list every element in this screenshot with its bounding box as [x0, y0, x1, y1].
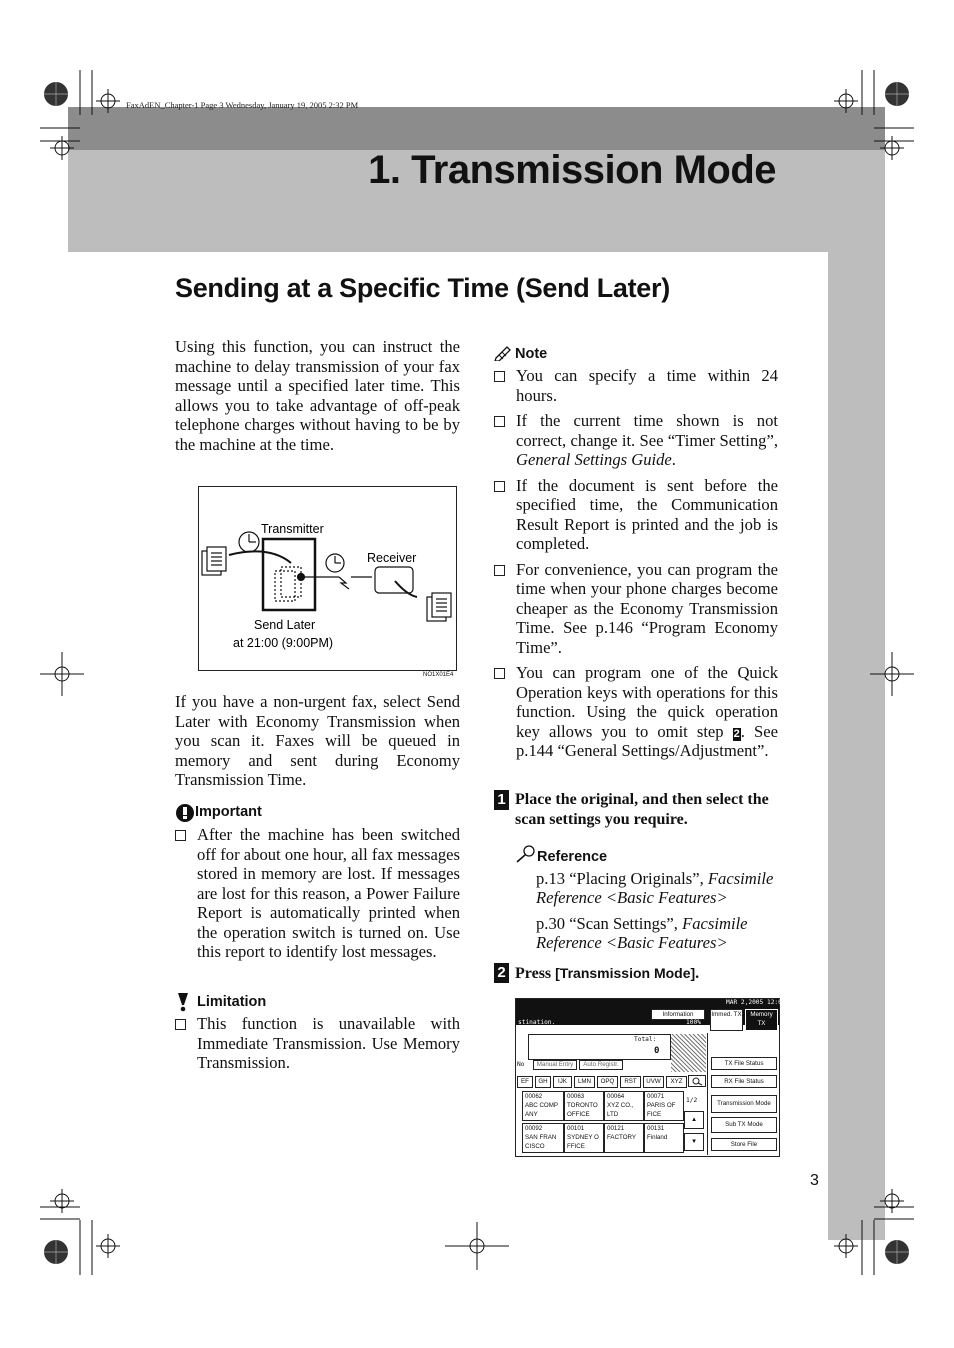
search-icon[interactable]: [688, 1075, 706, 1087]
tab-gh[interactable]: GH: [535, 1076, 551, 1088]
tab-ijk[interactable]: IJK: [553, 1076, 572, 1088]
step-text: Place the original, and then select the scan settings you require.: [515, 791, 769, 828]
function-column: [707, 1033, 779, 1155]
immed-tx-button[interactable]: Immed. TX: [710, 1009, 743, 1031]
limitation-heading: Limitation: [197, 994, 267, 1010]
destination-key[interactable]: 00121 FACTORY: [604, 1123, 644, 1153]
note-item: You can program one of the Quick Operation keys with operations for this function. Using the quick operation key allows you to omit step 2. See p.144 “General Settings/Adjustment”.: [494, 663, 778, 761]
step-2: [494, 963, 780, 984]
information-button[interactable]: Information: [651, 1009, 705, 1020]
magnifier-icon: [516, 845, 536, 863]
reference-link: p.13 “Placing Originals”, Facsimile Reference <Basic Features>: [536, 869, 774, 907]
transmission-mode-button[interactable]: Transmission Mode: [711, 1095, 777, 1113]
note-item: For convenience, you can program the time when your phone charges become cheaper as the Economy Transmission Time. See p.146 “Program Economy Time”.: [494, 560, 778, 658]
fax-control-panel: [515, 998, 794, 1157]
destination-key[interactable]: 00101 SYDNEY O FFICE: [564, 1123, 604, 1153]
important-icon: [175, 803, 195, 823]
page-up-button[interactable]: ▲: [684, 1111, 704, 1129]
limitation-item: This function is unavailable with Immediate Transmission. Use Memory Transmission.: [175, 1014, 460, 1073]
sub-tx-mode-button[interactable]: Sub TX Mode: [711, 1117, 777, 1133]
note-item: If the current time shown is not correct, change it. See “Timer Setting”, General Settings Guide.: [494, 411, 778, 470]
figure-code: NO1X01E4: [423, 672, 454, 678]
destination-key[interactable]: 00071 PARIS OF FICE: [644, 1091, 684, 1121]
reference-section: [516, 845, 780, 959]
page-down-button[interactable]: ▼: [684, 1133, 704, 1151]
page-indicator: 1/2: [686, 1097, 698, 1104]
checkbox-bullet-icon: [494, 481, 505, 492]
limitation-section: [175, 992, 460, 1079]
tab-uvw[interactable]: UVW: [643, 1076, 664, 1088]
fax-diagram: [199, 487, 456, 670]
note-section: [494, 344, 778, 767]
checkbox-bullet-icon: [175, 1019, 186, 1030]
scan-percent: 100%: [686, 1019, 701, 1026]
file-info-line: FaxAdEN_Chapter-1 Page 3 Wednesday, January 19, 2005 2:32 PM: [126, 100, 359, 110]
step-number: 2: [494, 963, 509, 983]
section-title: Sending at a Specific Time (Send Later): [175, 273, 670, 303]
destination-key[interactable]: 00064 XYZ CO., LTD: [604, 1091, 644, 1121]
reference-link: p.30 “Scan Settings”, Facsimile Reference <Basic Features>: [536, 914, 748, 952]
limitation-icon: [176, 992, 190, 1012]
dotted-pattern: [671, 1034, 706, 1072]
send-later-illustration: [198, 486, 457, 671]
send-time-label: at 21:00 (9:00PM): [233, 636, 334, 650]
send-later-label: Send Later: [254, 618, 316, 632]
checkbox-bullet-icon: [175, 830, 186, 841]
memory-tx-button[interactable]: Memory TX: [745, 1009, 778, 1031]
important-heading: Important: [195, 804, 262, 820]
transmitter-label: Transmitter: [261, 522, 324, 536]
checkbox-bullet-icon: [494, 668, 505, 679]
destination-label: stination.: [518, 1019, 556, 1026]
auto-registr-button[interactable]: Auto Registr.: [579, 1060, 623, 1070]
panel-date: MAR 2,2005 12:00PM: [726, 999, 794, 1006]
tab-opq[interactable]: OPQ: [597, 1076, 618, 1088]
tab-ef[interactable]: EF: [517, 1076, 533, 1088]
destination-key[interactable]: 00131 Finland: [644, 1123, 684, 1153]
intro-paragraph: Using this function, you can instruct the machine to delay transmission of your fax message until a specified later time. This allows you to take advantage of off-peak telephone charges without having to be by the machine at the time.: [175, 337, 460, 454]
tab-xyz[interactable]: XYZ: [666, 1076, 687, 1088]
page-number: 3: [810, 1172, 819, 1189]
tab-rst[interactable]: RST: [620, 1076, 641, 1088]
manual-entry-button[interactable]: Manual Entry: [533, 1060, 577, 1070]
destination-key[interactable]: 00062 ABC COMP ANY: [522, 1091, 564, 1121]
step-1: [494, 790, 780, 830]
total-label: Total:: [634, 1036, 657, 1043]
note-item: You can specify a time within 24 hours.: [494, 366, 778, 405]
step-reference-badge: 2: [733, 727, 740, 740]
rx-file-status-button[interactable]: RX File Status: [711, 1075, 777, 1088]
destination-key[interactable]: 00063 TORONTO OFFICE: [564, 1091, 604, 1121]
note-item: If the document is sent before the specified time, the Communication Result Report is printed and the job is completed.: [494, 476, 778, 554]
important-section: [175, 803, 460, 968]
no-label: No: [517, 1061, 525, 1068]
store-file-button[interactable]: Store File: [711, 1138, 777, 1151]
checkbox-bullet-icon: [494, 416, 505, 427]
note-heading: Note: [515, 346, 548, 362]
step-number: 1: [494, 790, 509, 810]
receiver-label: Receiver: [367, 551, 417, 565]
step-text: Press [Transmission Mode].: [515, 965, 700, 982]
after-figure-paragraph: If you have a non-urgent fax, select Send Later with Economy Transmission when you scan it. Faxes will be queued in memory and sent during Economy Transmission Time.: [175, 692, 460, 789]
destination-key[interactable]: 00092 SAN FRAN CISCO: [522, 1123, 564, 1153]
checkbox-bullet-icon: [494, 565, 505, 576]
total-value: 0: [654, 1046, 660, 1056]
checkbox-bullet-icon: [494, 371, 505, 382]
tab-lmn[interactable]: LMN: [574, 1076, 595, 1088]
pencil-note-icon: [494, 345, 512, 361]
chapter-title: 1. Transmission Mode: [368, 148, 776, 192]
tx-file-status-button[interactable]: TX File Status: [711, 1057, 777, 1070]
important-item: After the machine has been switched off for about one hour, all fax messages stored in memory are lost. If messages are lost for this reason, a Power Failure Report is automatically printed when the operation switch is turned on. Use this report to identify lost messages.: [175, 825, 460, 962]
reference-heading: Reference: [537, 849, 608, 865]
